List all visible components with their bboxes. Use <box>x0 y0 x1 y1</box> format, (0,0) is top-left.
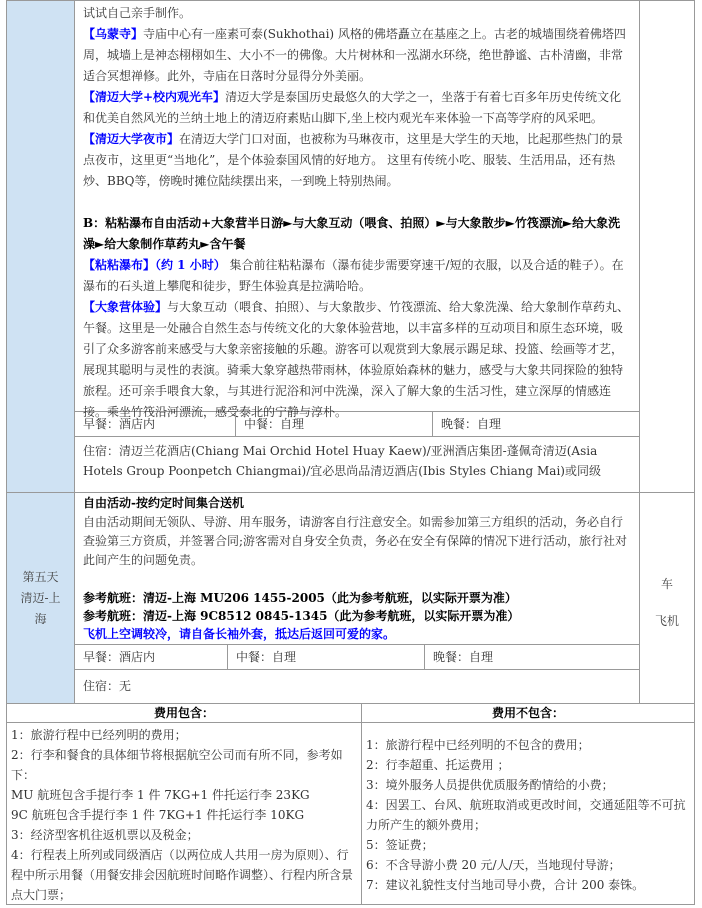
elephant-camp-paragraph <box>83 297 631 423</box>
day5-breakfast: 早餐：酒店内 <box>75 645 228 669</box>
fee-item: MU 航班包含手提行李 1 件 7KG+1 件托运行李 23KG <box>11 788 310 802</box>
fee-item: 2：行李超重、托运费用 ； <box>366 758 510 772</box>
flight-mu206: 参考航班：清迈-上海 MU206 1455-2005（此为参考航班，以实际开票为准） <box>83 591 517 605</box>
day4-label-cell <box>7 1 75 493</box>
fees-excluded-section <box>362 704 694 904</box>
fees-row <box>7 704 695 905</box>
fee-item: 4：因罢工、台风、航班取消或更改时间，交通延阻等不可抗力所产生的额外费用； <box>366 798 686 832</box>
fees-excluded-list <box>362 723 694 897</box>
option-b-heading: B：粘粘瀑布自由活动+大象营半日游►与大象互动（喂食、拍照）►与大象散步►竹筏漂流►给大象洗澡►给大象制作草药丸►含午餐 <box>83 216 621 251</box>
transport-plane: 飞机 <box>654 614 679 628</box>
fee-item: 4：行程表上所列或同级酒店（以两位成人共用一房为原则）、行程中所示用餐（用餐安排会因航班时间略作调整）、行程内所含景点大门票； <box>11 848 354 902</box>
day4-stay: 住宿：清迈兰花酒店(Chiang Mai Orchid Hotel Huay Kaew)/亚洲酒店集团-蓬佩奇清迈(Asia Hotels Group Poonpetch Chiangmai)/宜必思尚品清迈酒店(Ibis Styles Chiang Mai)或同级 <box>75 436 639 478</box>
fee-item: 2：行李和餐食的具体细节将根据航空公司而有所不同，参考如下： <box>11 748 343 782</box>
day5-label-line2: 清迈-上 <box>20 590 61 605</box>
night-market-text: 在清迈大学门口对面，也被称为马琳夜市，这里是大学生的天地，比起那些热门的景点夜市，这里更“当地化”，是个体验泰国风情的好地方。 这里有传统小吃、服装、生活用品，还有热炒、BBQ等，傍晚时摊位陆续摆出来，一到晚上特别热闹。 <box>83 132 624 188</box>
transport-car: 车 <box>660 577 673 591</box>
fee-item: 3：境外服务人员提供优质服务酌情给的小费； <box>366 778 614 792</box>
day4-dinner: 晚餐：自理 <box>441 417 502 431</box>
fees-included-title: 费用包含： <box>7 704 361 723</box>
cmu-title: 【清迈大学+校内观光车】 <box>83 90 226 104</box>
day5-label-line1: 第五天 <box>22 569 59 584</box>
night-market-paragraph <box>83 129 631 192</box>
day4-intro: 试试自己亲手制作。 <box>83 6 192 20</box>
sticky-falls-paragraph <box>83 255 631 297</box>
day5-content-cell <box>75 493 640 704</box>
fee-item: 3：经济型客机往返机票以及税金； <box>11 828 199 842</box>
day4-transport-cell <box>640 1 695 493</box>
day5-lunch: 中餐：自理 <box>228 645 425 669</box>
day5-row <box>7 493 695 704</box>
cmu-text: 清迈大学是泰国历史最悠久的大学之一，坐落于有着七百多年历史传统文化和优美自然风光的兰纳土地上的清迈府素贴山脚下,坐上校内观光车来体验一下高等学府的风采吧。 <box>83 90 622 125</box>
cmu-paragraph <box>83 87 631 129</box>
itinerary-table <box>6 0 695 905</box>
day5-title: 自由活动-按约定时间集合送机 <box>83 496 244 510</box>
fees-included-list <box>7 723 361 907</box>
day5-label-cell <box>7 493 75 704</box>
flight-9c8512: 参考航班：清迈-上海 9C8512 0845-1345（此为参考航班，以实际开票为准） <box>83 609 520 623</box>
fee-item: 1：旅游行程中已经列明的费用； <box>11 728 187 742</box>
wat-umong-text: 寺庙中心有一座素可泰(Sukhothai) 风格的佛塔矗立在基座之上。古老的城墙围绕着佛塔四周，城墙上是神态栩栩如生、大小不一的佛像。大片树林和一泓湖水环绕，绝世静谧、古朴清幽，非常适合冥想禅修。此外，寺庙在日落时分显得分外美丽。 <box>83 27 626 83</box>
day5-meals <box>75 644 639 669</box>
sticky-falls-title: 【粘粘瀑布】（约 1 小时） <box>83 258 226 272</box>
day4-lunch: 中餐：自理 <box>236 412 433 436</box>
fee-item: 5：签证费； <box>366 838 434 852</box>
elephant-camp-text: 与大象互动（喂食、拍照）、与大象散步、竹筏漂流、给大象洗澡、给大象制作草药丸、午餐。这里是一处融合自然生态与传统文化的大象体验营地，以丰富多样的互动项目和原生态环境，吸引了众多游客前来感受与大象亲密接触的乐趣。游客可以观赏到大象展示踢足球、投篮、绘画等才艺，展现其聪明与灵性的表演。骑乘大象穿越热带雨林，体验原始森林的魅力，感受与大象共同探险的独特旅程。还可亲手喂食大象，与其进行泥浴和河中洗澡，深入了解大象的生活习性，建立深厚的情感连接。乘坐竹筏沿河漂流，感受泰北的宁静与淳朴。 <box>83 300 630 419</box>
sticky-falls-text: 集合前往粘粘瀑布（瀑布徒步需要穿速干/短的衣服，以及合适的鞋子）。在瀑布的石头道上攀爬和徒步，野生体验真是拉满哈哈。 <box>83 258 624 293</box>
day5-dinner: 晚餐：自理 <box>433 650 494 664</box>
fee-item: 1：旅游行程中已经列明的不包含的费用； <box>366 738 590 752</box>
fee-item: 7：建议礼貌性支付当地司导小费，合计 200 泰铢。 <box>366 878 645 892</box>
fee-item: 6：不含导游小费 20 元/人/天，当地现付导游； <box>366 858 621 872</box>
day5-text: 自由活动期间无领队、导游、用车服务，请游客自行注意安全。如需参加第三方组织的活动，务必自行查验第三方资质，并签署合同;游客需对自身安全负责，务必在安全有保障的情况下进行活动，旅行社对此间产生的问题免责。 <box>83 515 628 567</box>
elephant-camp-title: 【大象营体验】 <box>83 300 168 314</box>
wat-umong-title: 【乌蒙寺】 <box>83 27 144 41</box>
fees-excluded-title: 费用不包含： <box>362 704 694 723</box>
fees-included-section <box>7 704 362 904</box>
day4-meals <box>75 411 639 436</box>
fees-cell <box>7 704 695 905</box>
fee-item: 9C 航班包含手提行李 1 件 7KG+1 件托运行李 10KG <box>11 808 305 822</box>
wat-umong-paragraph <box>83 24 631 87</box>
night-market-title: 【清迈大学夜市】 <box>83 132 180 146</box>
aircon-warning: 飞机上空调较冷，请自备长袖外套，抵达后返回可爱的家。 <box>83 627 396 641</box>
day5-transport-cell <box>640 493 695 704</box>
day4-content-cell <box>75 1 640 493</box>
day5-stay: 住宿：无 <box>75 669 639 703</box>
day4-row <box>7 1 695 493</box>
day4-breakfast: 早餐：酒店内 <box>75 412 236 436</box>
day5-label-line3: 海 <box>34 611 47 626</box>
